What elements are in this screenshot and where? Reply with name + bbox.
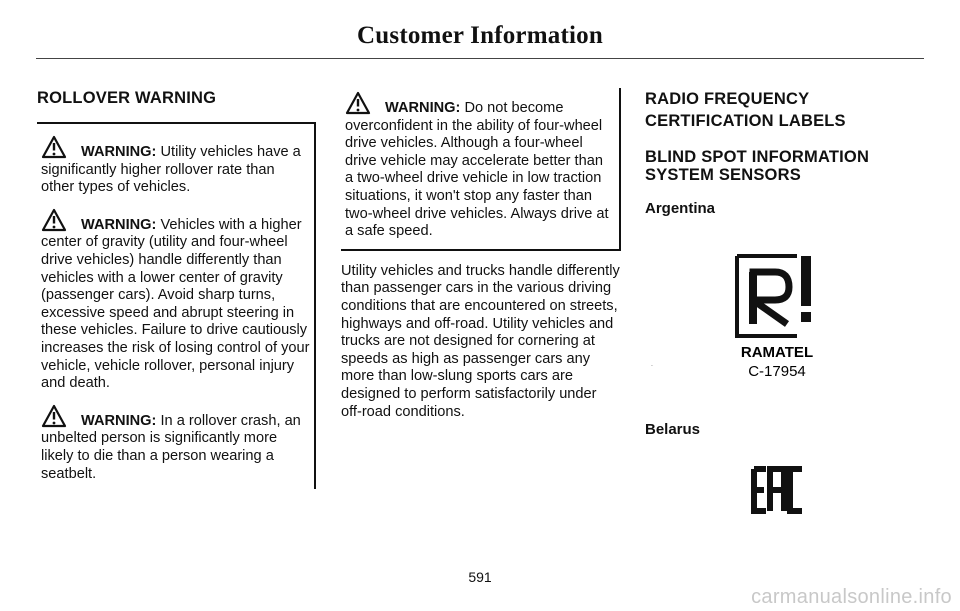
ramatel-code: C-17954 bbox=[748, 363, 806, 380]
warning-item-4wd bbox=[345, 92, 615, 241]
warning-text: Utility vehicles have a significantly higher rollover rate than other types of vehicles. bbox=[41, 144, 301, 196]
page-number: 591 bbox=[468, 569, 492, 585]
rollover-warning-heading: ROLLOVER WARNING bbox=[37, 89, 217, 107]
warning-label: WARNING: bbox=[385, 100, 461, 116]
ramatel-logo bbox=[735, 254, 819, 380]
middle-column bbox=[341, 88, 621, 421]
warning-triangle-icon bbox=[345, 92, 381, 114]
handling-paragraph: Utility vehicles and trucks handle differently than passenger cars in the various driving conditions that are encountered on streets, highways and off-road. Utility vehicles and trucks are not designed for cornering at speeds as high as passenger cars any more than low-slung sports cars are designed to perform satisfactorily under off-road conditions. bbox=[341, 262, 620, 420]
rollover-warning-box bbox=[37, 122, 316, 489]
left-column bbox=[37, 88, 316, 489]
four-wheel-drive-warning-box bbox=[341, 88, 621, 251]
warning-triangle-icon bbox=[41, 136, 77, 158]
header-divider bbox=[36, 58, 924, 59]
blind-spot-heading: BLIND SPOT INFORMATION SYSTEM SENSORS bbox=[645, 148, 870, 184]
warning-item-1 bbox=[41, 136, 310, 197]
eac-text: EAC bbox=[651, 366, 654, 367]
warning-item-3 bbox=[41, 405, 310, 483]
warning-label: WARNING: bbox=[81, 216, 157, 233]
country-argentina: Argentina bbox=[645, 200, 716, 217]
warning-label: WARNING: bbox=[81, 144, 157, 160]
warning-triangle-icon bbox=[41, 405, 77, 427]
warning-triangle-icon bbox=[41, 209, 77, 231]
warning-label: WARNING: bbox=[81, 412, 157, 429]
rf-certification-heading: RADIO FREQUENCY CERTIFICATION LABELS bbox=[645, 90, 846, 130]
site-watermark: carmanualsonline.info bbox=[751, 586, 952, 608]
right-column bbox=[645, 88, 925, 230]
warning-text: Do not become overconfident in the ability of four-wheel drive vehicles. Although a four-wheel drive vehicle may accelerate better than a two-wheel drive vehicle in low traction situations, it won't stop any faster than two-wheel drive vehicles. Always drive at a safe speed. bbox=[345, 100, 609, 240]
country-belarus: Belarus bbox=[645, 421, 701, 438]
ramatel-name: RAMATEL bbox=[740, 344, 814, 361]
page-header-title: Customer Information bbox=[357, 22, 603, 49]
warning-text: In a rollover crash, an unbelted person is significantly more likely to die than a person wearing a seatbelt. bbox=[41, 412, 301, 482]
warning-item-2 bbox=[41, 209, 310, 393]
warning-text: Vehicles with a higher center of gravity (utility and four-wheel drive vehicles) handle differently than vehicles with a lower center of gravity (passenger cars). Avoid sharp turns, excessive speed and abrupt steering in these vehicles. Failure to drive cautiously increases the risk of losing control of your vehicle, vehicle rollover, personal injury and death. bbox=[41, 216, 310, 392]
